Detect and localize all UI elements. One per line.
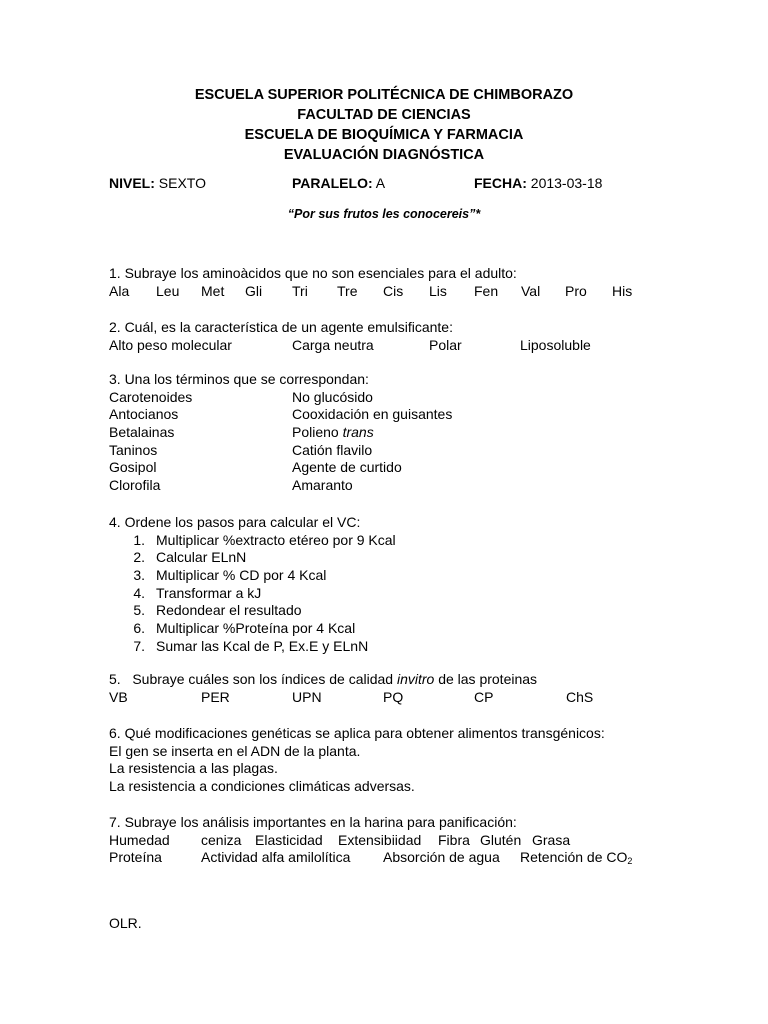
option-index: VB [109,688,128,705]
option-characteristic: Polar [429,336,462,353]
option-amino: His [612,282,633,299]
nivel-label: NIVEL: [109,175,155,191]
option-amino: Val [521,282,541,299]
faculty-name: FACULTAD DE CIENCIAS [297,107,471,123]
option-characteristic: Carga neutra [292,336,374,353]
match-right: Cooxidación en guisantes [292,406,453,423]
question-1-text: 1. Subraye los aminoàcidos que no son esenciales para el adulto: [109,265,517,281]
option-amino: Lis [429,282,447,299]
option-amino: Ala [109,282,130,299]
question-5-text: 5. Subraye cuáles son los índices de calidad invitro de las proteinas [109,671,538,687]
option-amino: Tri [292,282,308,299]
option-amino: Leu [156,282,180,299]
fecha-value: 2013-03-18 [526,175,603,191]
match-left: Betalainas [109,424,175,441]
option-analysis: Grasa [532,831,571,848]
option-amino: Pro [565,282,587,299]
fecha-label: FECHA: [474,175,527,191]
option-characteristic: Alto peso molecular [109,336,232,353]
option-characteristic: Liposoluble [520,336,591,353]
option-analysis: Retención de $CO_2$ [520,849,633,867]
match-left: Gosipol [109,459,157,476]
option-analysis: Humedad [109,831,170,848]
answer-line: La resistencia a condiciones climáticas adversas. [109,778,415,795]
option-analysis: Extensibiidad [338,831,422,848]
match-right: No glucósido [292,388,373,405]
nivel-value: SEXTO [154,175,206,191]
nivel-field [109,175,206,193]
question-7-text: 7. Subraye los análisis importantes en la harina para panificación: [109,814,517,830]
question-4-text: 4. Ordene los pasos para calcular el VC: [109,514,361,530]
option-amino: Cis [383,282,404,299]
answer-line: La resistencia a las plagas. [109,760,278,777]
match-left: Carotenoides [109,388,193,405]
option-analysis: Elasticidad [255,831,323,848]
option-analysis: Glutén [480,831,522,848]
option-analysis: Actividad alfa amilolítica [201,849,351,866]
match-right: Agente de curtido [292,459,402,476]
option-analysis: Proteína [109,849,162,866]
option-index: CP [474,688,494,705]
school-name: ESCUELA SUPERIOR POLITÉCNICA DE CHIMBORAZO [194,87,574,103]
match-left: Taninos [109,441,158,458]
paralelo-field [292,175,385,193]
option-amino: Fen [474,282,499,299]
option-index: PQ [383,688,404,705]
question-6-text: 6. Qué modificaciones genéticas se aplica para obtener alimentos transgénicos: [109,725,605,741]
match-right: Amaranto [292,477,353,494]
question-3-text: 3. Una los términos que se correspondan: [109,371,369,387]
document-header [0,85,768,165]
option-index: ChS [566,688,594,705]
department-name: ESCUELA DE BIOQUÍMICA Y FARMACIA [244,127,524,143]
match-left: Antocianos [109,406,179,423]
answer-line: El gen se inserta en el ADN de la planta. [109,742,361,759]
option-index: UPN [292,688,322,705]
option-amino: Gli [245,282,263,299]
option-analysis: Absorción de agua [383,849,500,866]
option-amino: Tre [337,282,358,299]
match-left: Clorofila [109,477,161,494]
fecha-field [474,175,602,193]
match-right: Catión flavilo [292,441,373,458]
exam-title: EVALUACIÓN DIAGNÓSTICA [283,147,485,163]
option-index: PER [201,688,230,705]
paralelo-label: PARALELO: [292,175,373,191]
motto: “Por sus frutos les conocereis”* [287,207,481,221]
signature-initials: OLR. [109,915,142,931]
option-analysis: ceniza [201,831,242,848]
question-2-text: 2. Cuál, es la característica de un agente emulsificante: [109,319,453,335]
option-amino: Met [201,282,225,299]
match-right: Polieno trans [292,424,374,441]
option-analysis: Fibra [438,831,470,848]
paralelo-value: A [372,175,386,191]
